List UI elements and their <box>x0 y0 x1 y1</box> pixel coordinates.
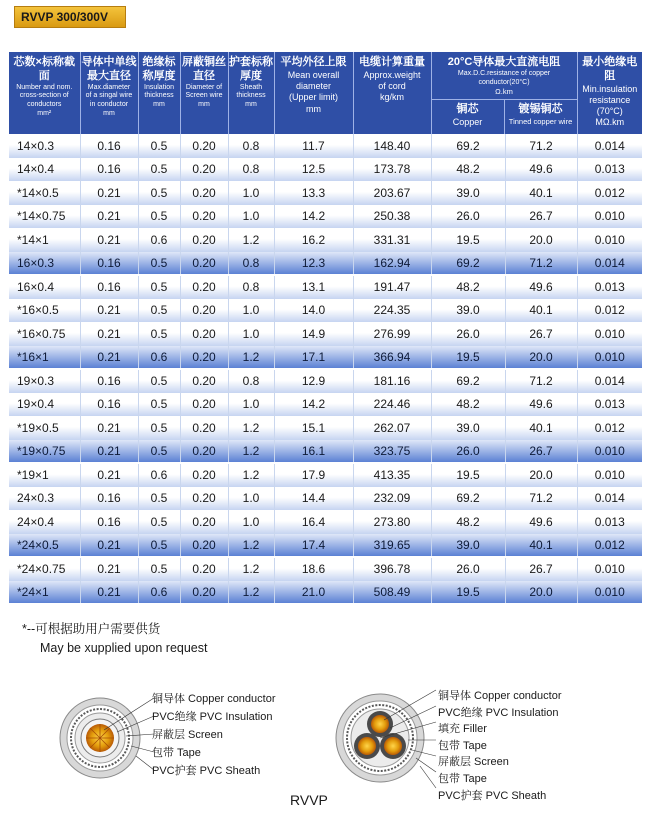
cell-copper-resistance: 48.2 <box>431 393 505 417</box>
cell-wire-diameter: 0.16 <box>80 134 138 158</box>
legend-label: 屏蔽层 Screen <box>152 729 223 741</box>
cell-insulation-resistance: 0.014 <box>577 487 642 511</box>
cell-wire-diameter: 0.21 <box>80 299 138 323</box>
legend-label: PVC护套 PVC Sheath <box>152 765 261 777</box>
table-row <box>9 440 642 464</box>
cell-wire-diameter: 0.21 <box>80 534 138 558</box>
cell-cores-section: *14×0.5 <box>9 181 80 205</box>
cell-weight: 191.47 <box>353 275 431 299</box>
cell-screen-wire: 0.20 <box>180 369 228 393</box>
cell-cores-section: *19×0.75 <box>9 440 80 464</box>
header-cores-section: 芯数×标称截面 Number and nom. cross-section of conductors mm² <box>9 52 80 134</box>
cell-wire-diameter: 0.16 <box>80 369 138 393</box>
header-screen-wire: 屏蔽铜丝直径 Diameter of Screen wire mm <box>180 52 228 134</box>
cell-tinned-resistance: 40.1 <box>505 534 577 558</box>
cell-mean-diameter: 17.9 <box>274 463 353 487</box>
cell-insulation: 0.5 <box>138 275 180 299</box>
header-dc-resistance <box>431 52 577 134</box>
cell-tinned-resistance: 20.0 <box>505 346 577 370</box>
cell-weight: 250.38 <box>353 205 431 229</box>
multi-core-cable-diagram <box>332 682 438 792</box>
cell-tinned-resistance: 26.7 <box>505 205 577 229</box>
cell-screen-wire: 0.20 <box>180 581 228 605</box>
cell-mean-diameter: 17.4 <box>274 534 353 558</box>
cell-cores-section: *24×0.5 <box>9 534 80 558</box>
single-core-cable-diagram <box>54 688 164 788</box>
cell-wire-diameter: 0.16 <box>80 487 138 511</box>
cell-insulation: 0.5 <box>138 299 180 323</box>
cell-wire-diameter: 0.16 <box>80 158 138 182</box>
multi-core-legend <box>438 688 562 804</box>
cell-copper-resistance: 19.5 <box>431 463 505 487</box>
cell-screen-wire: 0.20 <box>180 252 228 276</box>
cell-sheath: 1.2 <box>228 581 274 605</box>
cell-tinned-resistance: 26.7 <box>505 322 577 346</box>
cell-cores-section: *24×0.75 <box>9 557 80 581</box>
cell-copper-resistance: 39.0 <box>431 534 505 558</box>
cell-wire-diameter: 0.21 <box>80 346 138 370</box>
cell-weight: 181.16 <box>353 369 431 393</box>
cell-tinned-resistance: 49.6 <box>505 510 577 534</box>
cell-cores-section: 16×0.3 <box>9 252 80 276</box>
table-header-row <box>9 52 642 134</box>
cell-weight: 173.78 <box>353 158 431 182</box>
cell-wire-diameter: 0.21 <box>80 557 138 581</box>
cell-sheath: 1.0 <box>228 510 274 534</box>
cell-insulation: 0.5 <box>138 440 180 464</box>
cell-copper-resistance: 26.0 <box>431 205 505 229</box>
cell-insulation-resistance: 0.012 <box>577 299 642 323</box>
cell-screen-wire: 0.20 <box>180 158 228 182</box>
table-row <box>9 581 642 605</box>
cell-wire-diameter: 0.16 <box>80 275 138 299</box>
cell-cores-section: *16×0.5 <box>9 299 80 323</box>
cell-insulation: 0.5 <box>138 205 180 229</box>
cell-sheath: 1.0 <box>228 205 274 229</box>
cell-insulation-resistance: 0.010 <box>577 463 642 487</box>
cell-insulation-resistance: 0.012 <box>577 181 642 205</box>
cell-mean-diameter: 14.2 <box>274 205 353 229</box>
cell-weight: 232.09 <box>353 487 431 511</box>
header-wire-diameter: 导体中单线最大直径 Max.diameter of a singal wire in conductor mm <box>80 52 138 134</box>
cell-insulation: 0.5 <box>138 252 180 276</box>
cell-insulation: 0.5 <box>138 416 180 440</box>
header-insulation-resistance: 最小绝缘电阻 Min.insulation resistance (70°C) MΩ.km <box>577 52 642 134</box>
cell-cores-section: *16×1 <box>9 346 80 370</box>
table-row <box>9 228 642 252</box>
cell-sheath: 1.0 <box>228 393 274 417</box>
header-insulation-thickness: 绝缘标称厚度 Insulation thickness mm <box>138 52 180 134</box>
table-row <box>9 346 642 370</box>
cell-insulation-resistance: 0.014 <box>577 369 642 393</box>
cell-copper-resistance: 69.2 <box>431 487 505 511</box>
legend-label: 包带 Tape <box>438 772 487 785</box>
cell-cores-section: *14×0.75 <box>9 205 80 229</box>
product-title-tag <box>14 6 126 28</box>
cell-insulation: 0.6 <box>138 463 180 487</box>
cell-tinned-resistance: 71.2 <box>505 134 577 158</box>
cell-insulation: 0.5 <box>138 510 180 534</box>
cell-copper-resistance: 69.2 <box>431 369 505 393</box>
cell-screen-wire: 0.20 <box>180 181 228 205</box>
table-row <box>9 134 642 158</box>
header-weight: 电缆计算重量 Approx.weight of cord kg/km <box>353 52 431 134</box>
cell-insulation: 0.5 <box>138 393 180 417</box>
cell-mean-diameter: 16.4 <box>274 510 353 534</box>
table-row <box>9 534 642 558</box>
cell-sheath: 1.2 <box>228 463 274 487</box>
cell-insulation: 0.5 <box>138 369 180 393</box>
cell-tinned-resistance: 20.0 <box>505 581 577 605</box>
diagram-caption: RVVP <box>290 792 328 808</box>
table-row <box>9 510 642 534</box>
cell-copper-resistance: 19.5 <box>431 581 505 605</box>
cell-mean-diameter: 14.0 <box>274 299 353 323</box>
cell-copper-resistance: 69.2 <box>431 252 505 276</box>
legend-label: 包带 Tape <box>152 747 201 759</box>
cell-screen-wire: 0.20 <box>180 275 228 299</box>
cell-sheath: 0.8 <box>228 252 274 276</box>
cell-sheath: 1.2 <box>228 416 274 440</box>
cell-weight: 273.80 <box>353 510 431 534</box>
table-row <box>9 322 642 346</box>
cell-screen-wire: 0.20 <box>180 299 228 323</box>
header-tinned-copper: 镀锡铜芯 Tinned copper wire <box>508 103 573 126</box>
cell-weight: 323.75 <box>353 440 431 464</box>
cell-wire-diameter: 0.21 <box>80 440 138 464</box>
cell-sheath: 1.2 <box>228 557 274 581</box>
table-body <box>9 134 642 604</box>
cell-weight: 319.65 <box>353 534 431 558</box>
cell-mean-diameter: 14.9 <box>274 322 353 346</box>
cell-cores-section: *16×0.75 <box>9 322 80 346</box>
cell-insulation-resistance: 0.012 <box>577 416 642 440</box>
cell-mean-diameter: 12.5 <box>274 158 353 182</box>
cell-wire-diameter: 0.21 <box>80 228 138 252</box>
cell-wire-diameter: 0.21 <box>80 181 138 205</box>
cell-copper-resistance: 39.0 <box>431 299 505 323</box>
legend-label: 屏蔽层 Screen <box>438 756 509 769</box>
cell-insulation-resistance: 0.014 <box>577 134 642 158</box>
cell-weight: 508.49 <box>353 581 431 605</box>
table-row <box>9 487 642 511</box>
header-sheath-thickness: 护套标称厚度 Sheath thickness mm <box>228 52 274 134</box>
table-row <box>9 557 642 581</box>
cell-sheath: 1.2 <box>228 228 274 252</box>
cell-insulation-resistance: 0.010 <box>577 205 642 229</box>
cell-insulation: 0.6 <box>138 228 180 252</box>
table-row <box>9 181 642 205</box>
cell-screen-wire: 0.20 <box>180 440 228 464</box>
cell-wire-diameter: 0.21 <box>80 463 138 487</box>
cell-tinned-resistance: 40.1 <box>505 416 577 440</box>
cell-insulation-resistance: 0.010 <box>577 228 642 252</box>
cell-screen-wire: 0.20 <box>180 557 228 581</box>
cell-screen-wire: 0.20 <box>180 134 228 158</box>
cell-mean-diameter: 14.2 <box>274 393 353 417</box>
cell-wire-diameter: 0.21 <box>80 322 138 346</box>
cell-tinned-resistance: 49.6 <box>505 275 577 299</box>
cell-tinned-resistance: 20.0 <box>505 228 577 252</box>
cell-cores-section: 19×0.3 <box>9 369 80 393</box>
cell-cores-section: 24×0.4 <box>9 510 80 534</box>
cell-screen-wire: 0.20 <box>180 228 228 252</box>
cell-mean-diameter: 17.1 <box>274 346 353 370</box>
cell-insulation: 0.6 <box>138 346 180 370</box>
cell-copper-resistance: 26.0 <box>431 440 505 464</box>
cell-insulation-resistance: 0.013 <box>577 393 642 417</box>
legend-label: 填充 Filler <box>438 723 487 736</box>
cell-screen-wire: 0.20 <box>180 463 228 487</box>
cell-mean-diameter: 14.4 <box>274 487 353 511</box>
cell-mean-diameter: 13.3 <box>274 181 353 205</box>
cell-copper-resistance: 26.0 <box>431 322 505 346</box>
cell-cores-section: *14×1 <box>9 228 80 252</box>
cell-weight: 224.35 <box>353 299 431 323</box>
cell-sheath: 1.0 <box>228 299 274 323</box>
spec-table <box>9 52 642 605</box>
footnote-en: May be xupplied upon request <box>40 641 208 655</box>
cell-tinned-resistance: 20.0 <box>505 463 577 487</box>
cell-screen-wire: 0.20 <box>180 534 228 558</box>
cell-insulation: 0.5 <box>138 322 180 346</box>
cell-copper-resistance: 48.2 <box>431 510 505 534</box>
cell-copper-resistance: 26.0 <box>431 557 505 581</box>
cell-tinned-resistance: 49.6 <box>505 393 577 417</box>
cell-mean-diameter: 12.9 <box>274 369 353 393</box>
cell-sheath: 1.2 <box>228 346 274 370</box>
legend-label: 铜导体 Copper conductor <box>152 693 276 705</box>
cell-insulation: 0.6 <box>138 581 180 605</box>
cell-wire-diameter: 0.16 <box>80 510 138 534</box>
cell-sheath: 1.2 <box>228 534 274 558</box>
cell-cores-section: *19×1 <box>9 463 80 487</box>
cell-screen-wire: 0.20 <box>180 416 228 440</box>
cell-copper-resistance: 69.2 <box>431 134 505 158</box>
cell-tinned-resistance: 71.2 <box>505 487 577 511</box>
cell-sheath: 1.0 <box>228 322 274 346</box>
cell-insulation: 0.5 <box>138 534 180 558</box>
table-row <box>9 299 642 323</box>
cell-insulation-resistance: 0.010 <box>577 440 642 464</box>
cell-screen-wire: 0.20 <box>180 487 228 511</box>
product-title: RVVP 300/300V <box>21 10 108 24</box>
cell-cores-section: 24×0.3 <box>9 487 80 511</box>
legend-label: PVC绝缘 PVC Insulation <box>152 711 273 723</box>
cell-weight: 396.78 <box>353 557 431 581</box>
cell-wire-diameter: 0.21 <box>80 205 138 229</box>
cell-mean-diameter: 15.1 <box>274 416 353 440</box>
cell-screen-wire: 0.20 <box>180 322 228 346</box>
cell-wire-diameter: 0.21 <box>80 581 138 605</box>
cell-mean-diameter: 21.0 <box>274 581 353 605</box>
cell-copper-resistance: 48.2 <box>431 158 505 182</box>
cell-sheath: 0.8 <box>228 369 274 393</box>
cell-sheath: 0.8 <box>228 275 274 299</box>
cell-wire-diameter: 0.16 <box>80 252 138 276</box>
table-row <box>9 416 642 440</box>
cell-copper-resistance: 39.0 <box>431 416 505 440</box>
legend-label: 包带 Tape <box>438 739 487 752</box>
cell-mean-diameter: 13.1 <box>274 275 353 299</box>
cell-weight: 276.99 <box>353 322 431 346</box>
cell-mean-diameter: 16.1 <box>274 440 353 464</box>
cell-sheath: 1.2 <box>228 440 274 464</box>
legend-label: PVC护套 PVC Sheath <box>438 789 547 802</box>
table-row <box>9 252 642 276</box>
cell-weight: 331.31 <box>353 228 431 252</box>
cell-copper-resistance: 19.5 <box>431 228 505 252</box>
header-mean-diameter: 平均外径上限 Mean overall diameter (Upper limit) mm <box>274 52 353 134</box>
header-copper: 铜芯 Copper <box>432 100 505 134</box>
header-dc-resistance-subcols <box>432 100 577 134</box>
cell-insulation-resistance: 0.010 <box>577 581 642 605</box>
table-row <box>9 205 642 229</box>
cell-tinned-resistance: 40.1 <box>505 299 577 323</box>
cell-copper-resistance: 19.5 <box>431 346 505 370</box>
cell-weight: 148.40 <box>353 134 431 158</box>
header-dc-resistance-title: 20°C导体最大直流电阻 Max.D.C.resistance of copper conductor(20°C) Ω.km <box>432 52 577 100</box>
cell-screen-wire: 0.20 <box>180 510 228 534</box>
cell-screen-wire: 0.20 <box>180 205 228 229</box>
table-row <box>9 275 642 299</box>
cell-weight: 162.94 <box>353 252 431 276</box>
cell-insulation-resistance: 0.013 <box>577 510 642 534</box>
core-1 <box>367 711 393 737</box>
cell-insulation-resistance: 0.014 <box>577 252 642 276</box>
cell-insulation-resistance: 0.010 <box>577 346 642 370</box>
cell-weight: 262.07 <box>353 416 431 440</box>
table-row <box>9 158 642 182</box>
table-row <box>9 393 642 417</box>
core-2 <box>354 733 380 759</box>
cell-cores-section: 19×0.4 <box>9 393 80 417</box>
single-core-legend <box>152 690 276 780</box>
cell-cores-section: *24×1 <box>9 581 80 605</box>
cell-screen-wire: 0.20 <box>180 393 228 417</box>
cell-sheath: 0.8 <box>228 134 274 158</box>
cell-tinned-resistance: 26.7 <box>505 557 577 581</box>
cell-mean-diameter: 12.3 <box>274 252 353 276</box>
cell-sheath: 1.0 <box>228 181 274 205</box>
cell-insulation-resistance: 0.013 <box>577 275 642 299</box>
cell-screen-wire: 0.20 <box>180 346 228 370</box>
footnote <box>22 620 207 658</box>
cell-cores-section: *19×0.5 <box>9 416 80 440</box>
table-row <box>9 369 642 393</box>
cell-insulation-resistance: 0.010 <box>577 322 642 346</box>
cell-mean-diameter: 16.2 <box>274 228 353 252</box>
cell-cores-section: 16×0.4 <box>9 275 80 299</box>
cell-weight: 413.35 <box>353 463 431 487</box>
cell-tinned-resistance: 71.2 <box>505 252 577 276</box>
legend-label: 铜导体 Copper conductor <box>438 690 562 702</box>
cell-insulation: 0.5 <box>138 181 180 205</box>
cell-tinned-resistance: 40.1 <box>505 181 577 205</box>
cell-weight: 366.94 <box>353 346 431 370</box>
footnote-zh: *--可根据助用户需要供货 <box>22 622 161 636</box>
cell-insulation: 0.5 <box>138 557 180 581</box>
cell-sheath: 0.8 <box>228 158 274 182</box>
cell-wire-diameter: 0.16 <box>80 393 138 417</box>
cell-mean-diameter: 18.6 <box>274 557 353 581</box>
cell-mean-diameter: 11.7 <box>274 134 353 158</box>
cell-wire-diameter: 0.21 <box>80 416 138 440</box>
cell-insulation: 0.5 <box>138 134 180 158</box>
cell-weight: 203.67 <box>353 181 431 205</box>
table-row <box>9 463 642 487</box>
cell-cores-section: 14×0.3 <box>9 134 80 158</box>
cell-insulation: 0.5 <box>138 487 180 511</box>
cell-insulation-resistance: 0.013 <box>577 158 642 182</box>
cell-insulation-resistance: 0.012 <box>577 534 642 558</box>
cell-sheath: 1.0 <box>228 487 274 511</box>
cell-tinned-resistance: 49.6 <box>505 158 577 182</box>
cell-weight: 224.46 <box>353 393 431 417</box>
cell-tinned-resistance: 26.7 <box>505 440 577 464</box>
cell-insulation: 0.5 <box>138 158 180 182</box>
cell-insulation-resistance: 0.010 <box>577 557 642 581</box>
cell-copper-resistance: 48.2 <box>431 275 505 299</box>
cell-copper-resistance: 39.0 <box>431 181 505 205</box>
spec-table-wrapper <box>9 52 642 605</box>
legend-label: PVC绝缘 PVC Insulation <box>438 706 559 719</box>
cell-tinned-resistance: 71.2 <box>505 369 577 393</box>
cell-cores-section: 14×0.4 <box>9 158 80 182</box>
